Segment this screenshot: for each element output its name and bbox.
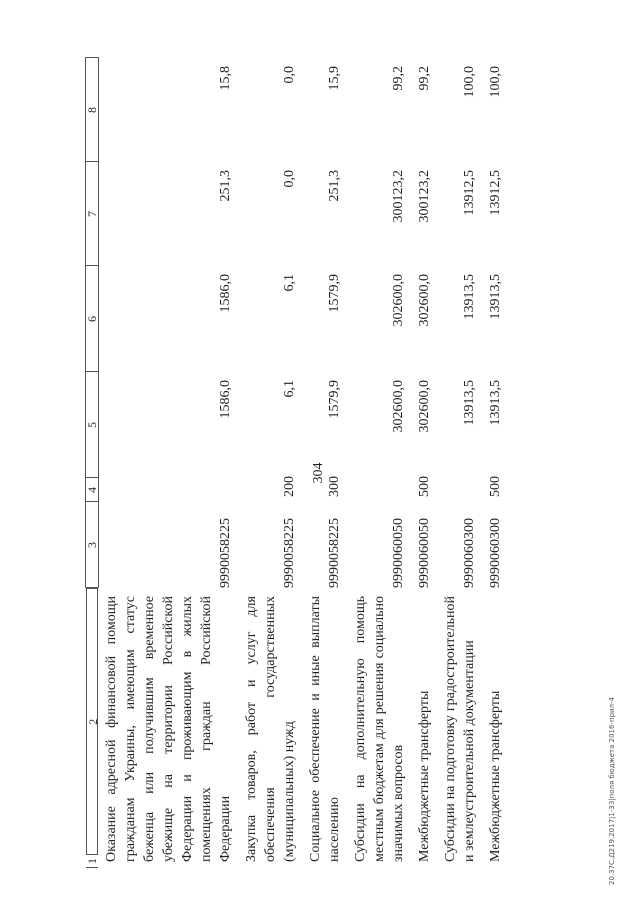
col-header-1-cell: 1 — [86, 854, 98, 868]
budget-table — [85, 58, 509, 869]
row-col8: 100,0 — [487, 66, 503, 98]
row-code: 9990058225 — [281, 518, 297, 588]
row-vr — [348, 478, 412, 502]
row-col7: 251,3 — [217, 170, 233, 202]
row-col7: 13912,5 — [461, 170, 477, 216]
row-col5: 302600,0 — [416, 380, 432, 433]
row-name: Социальное обеспечение и иные выплаты населению — [307, 596, 342, 862]
row-name: Закупка товаров, работ и услуг для обеспечения государственных (муниципальных) нужд — [243, 596, 297, 862]
header-row — [86, 58, 99, 868]
row-code: 9990058225 — [217, 518, 233, 588]
table-row — [99, 58, 239, 868]
row-code: 9990060300 — [461, 518, 477, 588]
row-name: Межбюджетные трансферты — [416, 690, 432, 862]
row-col7: 13912,5 — [487, 170, 503, 216]
row-col8: 15,9 — [326, 66, 342, 91]
row-col5: 302600,0 — [390, 380, 406, 433]
row-col8: 99,2 — [416, 66, 432, 91]
row-name: Субсидии на подготовку градостроительной и землеустроительной документации — [442, 596, 477, 862]
rotated-table-container — [85, 58, 640, 868]
row-col5: 13913,5 — [461, 380, 477, 426]
row-name: Оказание адресной финансовой помощи гражданам Украины, имеющим статус беженца или получившим временное убежище на территории Российской Федерации и проживающим в жилых помещениях граждан Российской Федерации — [103, 596, 233, 862]
row-vr — [99, 478, 239, 502]
row-col7: 251,3 — [326, 170, 342, 202]
row-col6: 1586,0 — [217, 274, 233, 313]
row-col8: 15,8 — [217, 66, 233, 91]
table-row — [303, 58, 348, 868]
row-code: 9990060300 — [487, 518, 503, 588]
table-row — [348, 58, 412, 868]
table-row — [412, 58, 438, 868]
col-header-3: 3 — [86, 502, 99, 588]
col-header-6: 6 — [86, 266, 99, 372]
col-header-2-cell: 2 — [86, 589, 98, 855]
table-row — [239, 58, 303, 868]
row-col6: 13913,5 — [487, 274, 503, 320]
row-col5: 6,1 — [281, 380, 297, 398]
row-col8: 99,2 — [390, 66, 406, 91]
row-code: 9990060050 — [390, 518, 406, 588]
row-col7: 0,0 — [281, 170, 297, 188]
col-header-1 — [86, 588, 99, 868]
row-col6: 13913,5 — [461, 274, 477, 320]
table-row — [438, 58, 483, 868]
row-col8: 0,0 — [281, 66, 297, 84]
row-vr: 200 — [281, 476, 297, 497]
row-col5: 13913,5 — [487, 380, 503, 426]
row-col5: 1579,9 — [326, 380, 342, 419]
table-row — [483, 58, 509, 868]
col-header-7: 7 — [86, 162, 99, 266]
row-col6: 302600,0 — [416, 274, 432, 327]
row-name: Межбюджетные трансферты — [487, 690, 503, 862]
row-col6: 1579,9 — [326, 274, 342, 313]
col-header-8: 8 — [86, 58, 99, 162]
row-vr: 500 — [487, 476, 503, 497]
col-header-5: 5 — [86, 372, 99, 478]
row-code: 9990058225 — [326, 518, 342, 588]
page-number: 304 — [311, 462, 326, 484]
footer-file-path: 20.37С.Д219.2017|1-33|поля бюджета 2016-прил-4 — [608, 696, 616, 885]
row-name: Субсидии на дополнительную помощь местным бюджетам для решения социально значимых вопросов — [352, 596, 406, 862]
row-vr: 500 — [416, 476, 432, 497]
row-col5: 1586,0 — [217, 380, 233, 419]
row-vr — [438, 478, 483, 502]
row-code: 9990060050 — [416, 518, 432, 588]
row-col7: 300123,2 — [416, 170, 432, 223]
col-header-4: 4 — [86, 478, 99, 502]
row-col7: 300123,2 — [390, 170, 406, 223]
row-col8: 100,0 — [461, 66, 477, 98]
row-col6: 302600,0 — [390, 274, 406, 327]
row-col6: 6,1 — [281, 274, 297, 292]
row-vr: 300 — [326, 476, 342, 497]
